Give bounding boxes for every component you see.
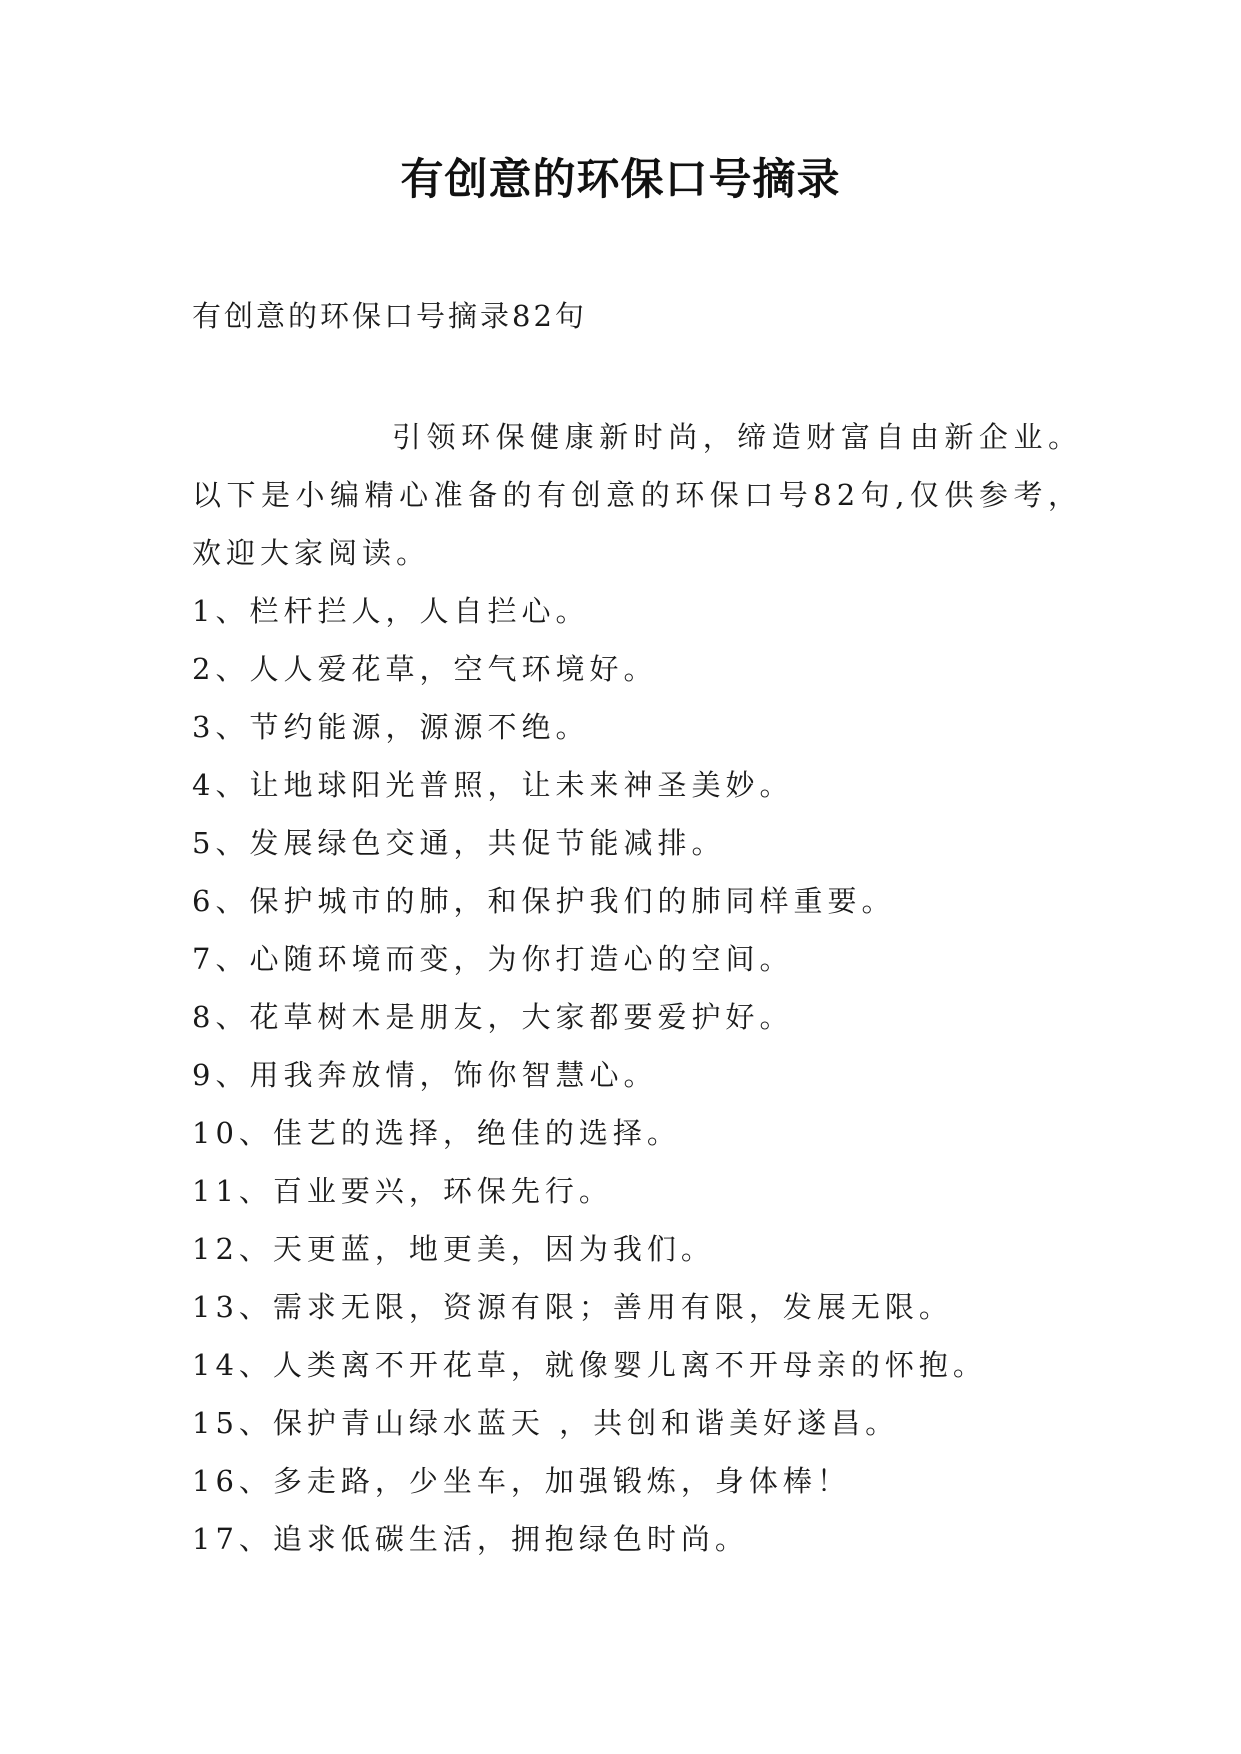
slogan-item: 14、人类离不开花草，就像婴儿离不开母亲的怀抱。 — [192, 1348, 987, 1382]
slogan-item: 17、追求低碳生活，拥抱绿色时尚。 — [192, 1522, 749, 1556]
slogan-list — [192, 582, 1082, 1568]
slogan-item: 5、发展绿色交通，共促节能减排。 — [192, 826, 726, 860]
slogan-item: 12、天更蓝，地更美，因为我们。 — [192, 1232, 715, 1266]
document-title: 有创意的环保口号摘录 — [400, 155, 841, 205]
slogan-item: 4、让地球阳光普照，让未来神圣美妙。 — [192, 768, 794, 802]
slogan-item: 10、佳艺的选择，绝佳的选择。 — [192, 1116, 681, 1150]
slogan-item: 6、保护城市的肺，和保护我们的肺同样重要。 — [192, 884, 896, 918]
slogan-item: 9、用我奔放情，饰你智慧心。 — [192, 1058, 658, 1092]
slogan-item: 11、百业要兴，环保先行。 — [192, 1174, 613, 1208]
slogan-item: 16、多走路，少坐车，加强锻炼，身体棒！ — [192, 1464, 851, 1498]
slogan-item: 3、节约能源，源源不绝。 — [192, 710, 590, 744]
slogan-item: 15、保护青山绿水蓝天 ，共创和谐美好遂昌。 — [192, 1406, 900, 1440]
document-subtitle: 有创意的环保口号摘录82句 — [192, 299, 587, 333]
slogan-item: 8、花草树木是朋友，大家都要爱护好。 — [192, 1000, 794, 1034]
slogan-item: 7、心随环境而变，为你打造心的空间。 — [192, 942, 794, 976]
document-body — [192, 408, 1082, 1568]
slogan-item: 2、人人爱花草，空气环境好。 — [192, 652, 658, 686]
slogan-item: 13、需求无限，资源有限；善用有限，发展无限。 — [192, 1290, 953, 1324]
intro-paragraph: 引领环保健康新时尚，缔造财富自由新企业。以下是小编精心准备的有创意的环保口号82句,仅供参考，欢迎大家阅读。 — [192, 420, 1082, 570]
slogan-item: 1、栏杆拦人，人自拦心。 — [192, 594, 590, 628]
